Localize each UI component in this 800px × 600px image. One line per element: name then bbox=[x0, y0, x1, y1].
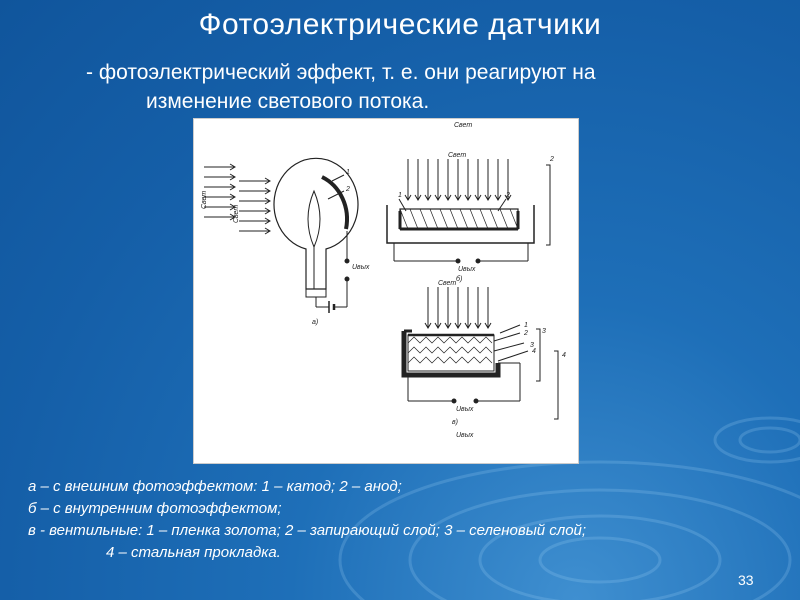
label-2-v: 2 bbox=[524, 330, 528, 337]
label-uvykh-v: Uвых bbox=[456, 406, 474, 413]
label-light-a1: Свет bbox=[201, 190, 208, 209]
label-2-b-bracket: 2 bbox=[550, 156, 554, 163]
caption-line-2: б – с внутренним фотоэффектом; bbox=[28, 500, 282, 517]
diagram-b bbox=[387, 159, 550, 263]
label-b: б) bbox=[456, 276, 463, 283]
label-3-v: 3 bbox=[530, 342, 534, 349]
label-light-b-top: Свет bbox=[454, 122, 473, 129]
label-2-b: 2 bbox=[506, 192, 510, 199]
caption-line-4: 4 – стальная прокладка. bbox=[106, 544, 281, 561]
subtitle-line-1: - фотоэлектрический эффект, т. е. они реагируют на bbox=[86, 61, 596, 84]
figure-caption bbox=[28, 476, 788, 564]
label-uvykh-v2: Uвых bbox=[456, 432, 474, 439]
caption-line-1: а – с внешним фотоэффектом: 1 – катод; 2 – анод; bbox=[28, 478, 402, 495]
label-light-b: Свет bbox=[448, 152, 467, 159]
label-light-v: Свет bbox=[438, 280, 457, 287]
diagram-a bbox=[204, 158, 358, 313]
slide-subtitle bbox=[86, 58, 766, 116]
sensor-diagram-figure bbox=[193, 118, 579, 464]
label-4-v: 4 bbox=[532, 348, 536, 355]
label-light-a2: Свет bbox=[233, 204, 240, 223]
slide-title: Фотоэлектрические датчики bbox=[198, 8, 602, 41]
label-a: а) bbox=[312, 319, 319, 326]
sensor-diagram bbox=[194, 119, 578, 463]
label-v: в) bbox=[452, 419, 458, 426]
label-uvykh-b: Uвых bbox=[458, 266, 476, 273]
label-2-a: 2 bbox=[346, 186, 350, 193]
label-3-v-bracket: 3 bbox=[542, 328, 546, 335]
label-1-v: 1 bbox=[524, 322, 528, 329]
caption-line-3: в - вентильные: 1 – пленка золота; 2 – запирающий слой; 3 – селеновый слой; bbox=[28, 522, 587, 539]
page-number: 33 bbox=[738, 572, 754, 588]
label-uvykh-a: Uвых bbox=[352, 264, 370, 271]
subtitle-line-2: изменение светового потока. bbox=[146, 90, 430, 113]
label-1-a: 1 bbox=[346, 169, 350, 176]
label-1-b: 1 bbox=[398, 192, 402, 199]
label-4-v-bracket: 4 bbox=[562, 352, 566, 359]
